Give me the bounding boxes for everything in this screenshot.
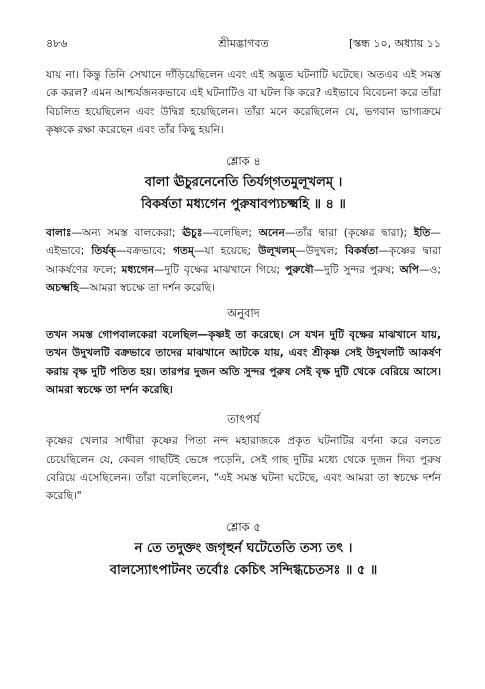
- synonym-meaning: যা হয়েছে;: [204, 245, 252, 258]
- synonym-meaning: অন্য সমস্ত বালকেরা;: [82, 227, 176, 240]
- synonym-meaning: দুটি সুন্দর পুরুষ;: [324, 263, 395, 276]
- sloka-5-line-1: ন তে তদুক্তং জগৃহুর্ন ঘটেতেতি তস্য তৎ ।: [134, 541, 353, 557]
- synonym-meaning: এইভাবে;: [46, 245, 85, 258]
- synonym-word: অপি: [399, 263, 419, 276]
- synonym-meaning: দুটি বৃক্ষের মাঝখানে গিয়ে;: [164, 263, 281, 276]
- synonym-word: অনেন: [258, 227, 285, 240]
- running-title: শ্রীমদ্ভাগবত: [218, 37, 269, 50]
- sloka-4-line-1: বালা ঊচুরনেনেতি তির্যগ্‌গতমুলূখলম্ ।: [144, 175, 343, 191]
- chapter-reference: [স্কন্ধ ১০, অধ্যায় ১১: [348, 37, 441, 50]
- translation-heading: অনুবাদ: [227, 305, 260, 320]
- page-content: [46, 66, 441, 582]
- page-number: ৪৮৬: [46, 37, 68, 50]
- synonym-word: বালাঃ: [46, 227, 72, 240]
- synonym-meaning: উদুখল;: [305, 245, 338, 258]
- synonym-meaning: আমরা স্বচক্ষে তা দর্শন করেছি।: [89, 282, 215, 295]
- purport-text: কৃষ্ণের খেলার সাথীরা কৃষ্ণের পিতা নন্দ মহারাজকে প্রকৃত ঘটনাটির বর্ণনা করে বলতে চেয়েছিলেন যে, কেবল গাছটিই ভেঙ্গে পড়েনি, সেই গাছ দুটির মধ্যে থেকে দুজন দিব্য পুরুষ বেরিয়ে এসেছিলেন। তাঁরা বলেছিলেন, "এই সমস্ত ঘটনা ঘটেছে, এবং আমরা তা স্বচক্ষে দর্শন করেছি।": [46, 435, 441, 503]
- synonym-word: ঊচুঃ: [182, 227, 203, 240]
- synonym-word: ইতি: [413, 227, 431, 240]
- synonym-meaning: বক্রভাবে;: [126, 245, 166, 258]
- page-header: [46, 35, 441, 53]
- synonym-word: পুরুষৌ: [285, 263, 314, 276]
- sloka-4-line-2: বিকর্ষতা মধ্যগেন পুরুষাবপ্যচক্ষ্মহি ॥ ৪ ॥: [141, 197, 346, 213]
- purport-heading: তাৎপর্য: [227, 411, 260, 426]
- synonym-meaning: কৃষ্ণের দ্বারা আকর্ষণের ফলে;: [46, 245, 442, 276]
- synonym-word: বিকর্ষতা: [345, 245, 379, 258]
- synonym-word: উলূখলম্: [258, 245, 296, 258]
- synonym-word: মধ্যগেন: [121, 263, 154, 276]
- sloka-4-heading: শ্লোক ৪: [226, 153, 261, 168]
- synonym-word: তির্যক্: [91, 245, 116, 258]
- sloka-5-line-2: বালস্যোৎপাটনং তর্বোঃ কেচিৎ সন্দিগ্ধচেতসঃ ॥ ৫ ॥: [109, 563, 378, 579]
- synonym-meaning: তাঁর দ্বারা (কৃষ্ণের দ্বারা);: [295, 227, 408, 240]
- intro-paragraph: যায় না। কিন্তু তিনি সেখানে দাঁড়িয়েছিলেন এবং এই অদ্ভুত ঘটনাটি ঘটেছে। অতএব এই সমস্ত কে করল? এমন আশ্চর্যজনকভাবে এই ঘটনাটিও বা ঘটল কি করে? এইভাবে বিবেচনা করে তাঁরা বিচলিত হয়েছিলেন এবং উদ্বিগ্ন হয়েছিলেন। তাঁরা মনে করেছিলেন যে, ভগবান ভাগ্যক্রমে কৃষ্ণকে রক্ষা করেছেন এবং তাঁর কিছু হয়নি।: [46, 69, 441, 137]
- translation-text: তখন সমস্ত গোপবালকেরা বলেছিল—কৃষ্ণই তা করেছে। সে যখন দুটি বৃক্ষের মাঝখানে যায়, তখন উদুখলটি বক্রভাবে তাদের মাঝখানে আটকে যায়, এবং শ্রীকৃষ্ণ সেই উদুখলটি আকর্ষণ করায় বৃক্ষ দুটি পতিত হয়। তারপর দুজন অতি সুন্দর পুরুষ সেই বৃক্ষ দুটি থেকে বেরিয়ে আসে। আমরা স্বচক্ষে তা দর্শন করেছি।: [46, 329, 441, 397]
- synonym-word: অচক্ষ্মহি: [46, 282, 79, 295]
- sloka-5-heading: শ্লোক ৫: [226, 519, 261, 534]
- synonyms-paragraph: বালাঃ—অন্য সমস্ত বালকেরা; ঊচুঃ—বলেছিল; অনেন—তাঁর দ্বারা (কৃষ্ণের দ্বারা); ইতি—এইভাবে; তির্যক্—বক্রভাবে; গতম্—যা হয়েছে; উলূখলম্—উদুখল; বিকর্ষতা—কৃষ্ণের দ্বারা আকর্ষণের ফলে; মধ্যগেন—দুটি বৃক্ষের মাঝখানে গিয়ে; পুরুষৌ—দুটি সুন্দর পুরুষ; অপি—ও; অচক্ষ্মহি—আমরা স্বচক্ষে তা দর্শন করেছি।: [46, 227, 442, 295]
- synonym-word: গতম্: [173, 245, 194, 258]
- synonym-meaning: বলেছিল;: [213, 227, 253, 240]
- synonym-meaning: ও;: [429, 263, 441, 276]
